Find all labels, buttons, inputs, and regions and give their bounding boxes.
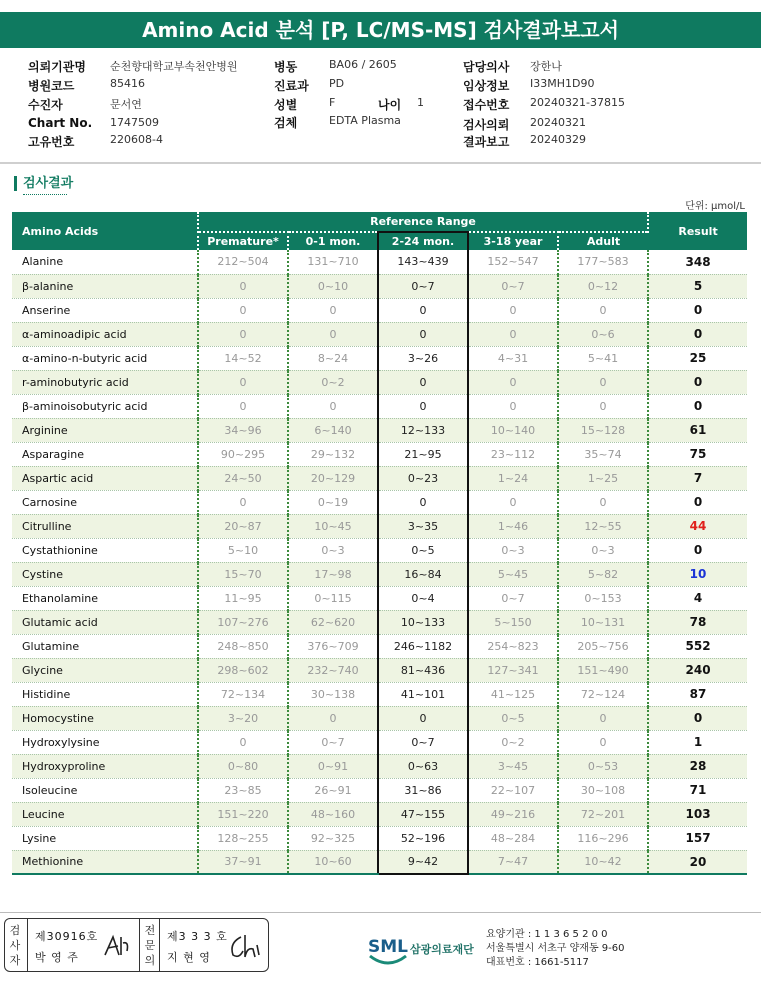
footer-divider bbox=[0, 912, 761, 913]
range-cell: 5~41 bbox=[558, 346, 648, 370]
sex-value: F bbox=[329, 96, 336, 109]
amino-acid-name: Hydroxylysine bbox=[12, 730, 198, 754]
range-cell: 26~91 bbox=[288, 778, 378, 802]
range-cell: 20~87 bbox=[198, 514, 288, 538]
result-cell: 75 bbox=[648, 442, 747, 466]
range-cell: 0~3 bbox=[558, 538, 648, 562]
range-cell: 10~133 bbox=[378, 610, 468, 634]
clinical-value: I33MH1D90 bbox=[530, 77, 595, 90]
result-cell: 28 bbox=[648, 754, 747, 778]
range-cell: 30~138 bbox=[288, 682, 378, 706]
chart-label: Chart No. bbox=[28, 116, 93, 130]
ward-label: 병동 bbox=[274, 60, 298, 74]
range-cell: 0~153 bbox=[558, 586, 648, 610]
range-cell: 10~131 bbox=[558, 610, 648, 634]
table-row bbox=[12, 826, 747, 850]
range-cell: 0 bbox=[558, 730, 648, 754]
amino-acid-name: r-aminobutyric acid bbox=[12, 370, 198, 394]
range-cell: 14~52 bbox=[198, 346, 288, 370]
subcol-3-18-year: 3-18 year bbox=[468, 232, 558, 250]
range-cell: 6~140 bbox=[288, 418, 378, 442]
range-cell: 20~129 bbox=[288, 466, 378, 490]
table-row bbox=[12, 274, 747, 298]
amino-acid-name: Arginine bbox=[12, 418, 198, 442]
range-cell: 246~1182 bbox=[378, 634, 468, 658]
table-row bbox=[12, 562, 747, 586]
result-cell: 44 bbox=[648, 514, 747, 538]
amino-acid-name: Cystine bbox=[12, 562, 198, 586]
signature-box bbox=[4, 918, 269, 972]
table-row bbox=[12, 418, 747, 442]
range-cell: 52~196 bbox=[378, 826, 468, 850]
examiner-name: 박 영 주 bbox=[35, 951, 79, 964]
amino-acid-name: Alanine bbox=[12, 250, 198, 274]
range-cell: 49~216 bbox=[468, 802, 558, 826]
range-cell: 0~80 bbox=[198, 754, 288, 778]
result-cell: 0 bbox=[648, 394, 747, 418]
amino-acid-name: β-alanine bbox=[12, 274, 198, 298]
request-label: 검사의뢰 bbox=[463, 118, 510, 132]
range-cell: 10~140 bbox=[468, 418, 558, 442]
range-cell: 3~20 bbox=[198, 706, 288, 730]
range-cell: 0~6 bbox=[558, 322, 648, 346]
range-cell: 376~709 bbox=[288, 634, 378, 658]
range-cell: 205~756 bbox=[558, 634, 648, 658]
range-cell: 72~201 bbox=[558, 802, 648, 826]
org-name: 삼광의료재단 bbox=[410, 943, 474, 956]
table-row bbox=[12, 682, 747, 706]
section-title: 검사결과 bbox=[14, 176, 73, 191]
range-cell: 248~850 bbox=[198, 634, 288, 658]
range-cell: 35~74 bbox=[558, 442, 648, 466]
table-row bbox=[12, 490, 747, 514]
result-cell: 0 bbox=[648, 706, 747, 730]
doctor-label: 담당의사 bbox=[463, 60, 510, 74]
range-cell: 0 bbox=[198, 322, 288, 346]
range-cell: 11~95 bbox=[198, 586, 288, 610]
range-cell: 0 bbox=[378, 298, 468, 322]
examiner-no: 제30916호 bbox=[35, 930, 99, 943]
org-line-3: 대표번호 : 1661-5117 bbox=[486, 957, 589, 968]
code-value: 85416 bbox=[110, 77, 145, 90]
range-cell: 0 bbox=[468, 298, 558, 322]
table-row bbox=[12, 706, 747, 730]
range-cell: 0 bbox=[378, 706, 468, 730]
range-cell: 0~23 bbox=[378, 466, 468, 490]
range-cell: 0~2 bbox=[288, 370, 378, 394]
range-cell: 0 bbox=[288, 706, 378, 730]
range-cell: 0 bbox=[558, 394, 648, 418]
range-cell: 41~101 bbox=[378, 682, 468, 706]
result-cell: 61 bbox=[648, 418, 747, 442]
range-cell: 5~150 bbox=[468, 610, 558, 634]
table-row bbox=[12, 466, 747, 490]
report-value: 20240329 bbox=[530, 133, 586, 146]
range-cell: 127~341 bbox=[468, 658, 558, 682]
range-cell: 0 bbox=[198, 274, 288, 298]
range-cell: 0 bbox=[198, 370, 288, 394]
amino-acid-name: Methionine bbox=[12, 850, 198, 874]
range-cell: 30~108 bbox=[558, 778, 648, 802]
subcol-2-24-mon: 2-24 mon. bbox=[378, 232, 468, 250]
amino-acid-name: Homocystine bbox=[12, 706, 198, 730]
specialist-no: 제3 3 3 호 bbox=[167, 930, 228, 943]
range-cell: 0 bbox=[288, 394, 378, 418]
examiner-signature bbox=[101, 933, 135, 959]
range-cell: 92~325 bbox=[288, 826, 378, 850]
range-cell: 5~45 bbox=[468, 562, 558, 586]
range-cell: 152~547 bbox=[468, 250, 558, 274]
table-row bbox=[12, 298, 747, 322]
range-cell: 232~740 bbox=[288, 658, 378, 682]
result-cell: 5 bbox=[648, 274, 747, 298]
age-value: 1 bbox=[417, 96, 424, 109]
range-cell: 0 bbox=[558, 490, 648, 514]
amino-acid-name: α-amino-n-butyric acid bbox=[12, 346, 198, 370]
range-cell: 9~42 bbox=[378, 850, 468, 874]
amino-acid-name: Glutamic acid bbox=[12, 610, 198, 634]
range-cell: 8~24 bbox=[288, 346, 378, 370]
patient-value: 문서연 bbox=[110, 98, 142, 111]
range-cell: 10~60 bbox=[288, 850, 378, 874]
result-cell: 0 bbox=[648, 538, 747, 562]
range-cell: 0~3 bbox=[468, 538, 558, 562]
amino-acid-name: Cystathionine bbox=[12, 538, 198, 562]
receipt-label: 접수번호 bbox=[463, 98, 510, 112]
range-cell: 0 bbox=[468, 490, 558, 514]
examiner-label: 검사자 bbox=[9, 924, 21, 967]
table-row bbox=[12, 250, 747, 274]
logo-text-sml: SML bbox=[368, 937, 408, 957]
table-row bbox=[12, 322, 747, 346]
range-cell: 0~7 bbox=[378, 274, 468, 298]
range-cell: 0 bbox=[198, 394, 288, 418]
range-cell: 0 bbox=[378, 490, 468, 514]
result-cell: 157 bbox=[648, 826, 747, 850]
range-cell: 0 bbox=[558, 298, 648, 322]
amino-acid-name: Citrulline bbox=[12, 514, 198, 538]
result-cell: 25 bbox=[648, 346, 747, 370]
range-cell: 0~53 bbox=[558, 754, 648, 778]
result-cell: 0 bbox=[648, 322, 747, 346]
range-cell: 15~128 bbox=[558, 418, 648, 442]
range-cell: 3~35 bbox=[378, 514, 468, 538]
range-cell: 143~439 bbox=[378, 250, 468, 274]
result-cell: 10 bbox=[648, 562, 747, 586]
patient-info bbox=[0, 56, 761, 156]
range-cell: 254~823 bbox=[468, 634, 558, 658]
hospital-label: 의뢰기관명 bbox=[28, 60, 86, 74]
clinical-label: 임상정보 bbox=[463, 79, 510, 93]
table-row bbox=[12, 778, 747, 802]
result-cell: 20 bbox=[648, 850, 747, 874]
hospital-value: 순천향대학교부속천안병원 bbox=[110, 60, 238, 73]
amino-acid-name: Aspartic acid bbox=[12, 466, 198, 490]
amino-acid-name: Glutamine bbox=[12, 634, 198, 658]
id-value: 220608-4 bbox=[110, 133, 163, 146]
subcol-premature: Premature* bbox=[198, 232, 288, 250]
range-cell: 212~504 bbox=[198, 250, 288, 274]
range-cell: 5~82 bbox=[558, 562, 648, 586]
range-cell: 0~7 bbox=[468, 274, 558, 298]
result-cell: 4 bbox=[648, 586, 747, 610]
range-cell: 90~295 bbox=[198, 442, 288, 466]
result-cell: 103 bbox=[648, 802, 747, 826]
amino-acid-name: Asparagine bbox=[12, 442, 198, 466]
sex-label: 성별 bbox=[274, 98, 298, 112]
range-cell: 0 bbox=[288, 298, 378, 322]
range-cell: 21~95 bbox=[378, 442, 468, 466]
amino-acid-name: β-aminoisobutyric acid bbox=[12, 394, 198, 418]
range-cell: 0 bbox=[288, 322, 378, 346]
result-cell: 71 bbox=[648, 778, 747, 802]
chart-value: 1747509 bbox=[110, 116, 159, 129]
table-row bbox=[12, 802, 747, 826]
patient-label: 수진자 bbox=[28, 98, 63, 112]
amino-acid-name: Ethanolamine bbox=[12, 586, 198, 610]
amino-acid-name: Lysine bbox=[12, 826, 198, 850]
range-cell: 17~98 bbox=[288, 562, 378, 586]
range-cell: 0 bbox=[468, 370, 558, 394]
range-cell: 0~4 bbox=[378, 586, 468, 610]
range-cell: 62~620 bbox=[288, 610, 378, 634]
range-cell: 128~255 bbox=[198, 826, 288, 850]
header-divider bbox=[0, 162, 761, 164]
table-row bbox=[12, 754, 747, 778]
table-row bbox=[12, 514, 747, 538]
range-cell: 22~107 bbox=[468, 778, 558, 802]
range-cell: 151~220 bbox=[198, 802, 288, 826]
result-cell: 348 bbox=[648, 250, 747, 274]
report-label: 결과보고 bbox=[463, 135, 510, 149]
receipt-value: 20240321-37815 bbox=[530, 96, 625, 109]
range-cell: 0 bbox=[558, 370, 648, 394]
range-cell: 0 bbox=[198, 298, 288, 322]
specialist-label: 전문의 bbox=[144, 924, 156, 967]
result-cell: 7 bbox=[648, 466, 747, 490]
amino-acid-name: Carnosine bbox=[12, 490, 198, 514]
range-cell: 0~63 bbox=[378, 754, 468, 778]
range-cell: 3~45 bbox=[468, 754, 558, 778]
range-cell: 16~84 bbox=[378, 562, 468, 586]
range-cell: 0~3 bbox=[288, 538, 378, 562]
range-cell: 47~155 bbox=[378, 802, 468, 826]
result-cell: 87 bbox=[648, 682, 747, 706]
range-cell: 81~436 bbox=[378, 658, 468, 682]
range-cell: 0 bbox=[198, 730, 288, 754]
range-cell: 34~96 bbox=[198, 418, 288, 442]
range-cell: 24~50 bbox=[198, 466, 288, 490]
range-cell: 0 bbox=[198, 490, 288, 514]
table-row bbox=[12, 394, 747, 418]
range-cell: 0~7 bbox=[378, 730, 468, 754]
col-result: Result bbox=[648, 212, 747, 250]
range-cell: 0~5 bbox=[378, 538, 468, 562]
range-cell: 23~85 bbox=[198, 778, 288, 802]
range-cell: 0 bbox=[468, 322, 558, 346]
amino-acid-name: Leucine bbox=[12, 802, 198, 826]
range-cell: 177~583 bbox=[558, 250, 648, 274]
org-line-2: 서울특별시 서초구 양재동 9-60 bbox=[486, 943, 625, 954]
id-label: 고유번호 bbox=[28, 135, 75, 149]
range-cell: 12~133 bbox=[378, 418, 468, 442]
range-cell: 0~7 bbox=[468, 586, 558, 610]
result-cell: 1 bbox=[648, 730, 747, 754]
code-label: 병원코드 bbox=[28, 79, 75, 93]
range-cell: 0~115 bbox=[288, 586, 378, 610]
range-cell: 0~7 bbox=[288, 730, 378, 754]
range-cell: 0 bbox=[378, 370, 468, 394]
report-title: Amino Acid 분석 [P, LC/MS-MS] 검사결과보고서 bbox=[0, 12, 761, 48]
amino-acid-name: Anserine bbox=[12, 298, 198, 322]
range-cell: 23~112 bbox=[468, 442, 558, 466]
range-cell: 48~160 bbox=[288, 802, 378, 826]
unit-label: 단위: μmol/L bbox=[685, 201, 745, 212]
range-cell: 10~45 bbox=[288, 514, 378, 538]
result-cell: 0 bbox=[648, 298, 747, 322]
specialist-signature bbox=[227, 931, 263, 961]
specimen-value: EDTA Plasma bbox=[329, 114, 401, 127]
range-cell: 0~2 bbox=[468, 730, 558, 754]
subcol-0-1-mon: 0-1 mon. bbox=[288, 232, 378, 250]
range-cell: 12~55 bbox=[558, 514, 648, 538]
table-row bbox=[12, 370, 747, 394]
range-cell: 29~132 bbox=[288, 442, 378, 466]
range-cell: 116~296 bbox=[558, 826, 648, 850]
range-cell: 107~276 bbox=[198, 610, 288, 634]
col-reference-range: Reference Range bbox=[198, 212, 648, 232]
range-cell: 3~26 bbox=[378, 346, 468, 370]
amino-acid-name: Glycine bbox=[12, 658, 198, 682]
range-cell: 0 bbox=[558, 706, 648, 730]
subcol-adult: Adult bbox=[558, 232, 648, 250]
range-cell: 5~10 bbox=[198, 538, 288, 562]
result-cell: 240 bbox=[648, 658, 747, 682]
table-row bbox=[12, 730, 747, 754]
range-cell: 0~19 bbox=[288, 490, 378, 514]
range-cell: 0~5 bbox=[468, 706, 558, 730]
range-cell: 7~47 bbox=[468, 850, 558, 874]
org-address bbox=[486, 928, 625, 970]
dept-label: 진료과 bbox=[274, 79, 309, 93]
table-row bbox=[12, 610, 747, 634]
range-cell: 0 bbox=[468, 394, 558, 418]
table-row bbox=[12, 538, 747, 562]
specimen-label: 검체 bbox=[274, 116, 298, 130]
result-cell: 552 bbox=[648, 634, 747, 658]
table-row bbox=[12, 346, 747, 370]
range-cell: 37~91 bbox=[198, 850, 288, 874]
range-cell: 0 bbox=[378, 394, 468, 418]
ward-value: BA06 / 2605 bbox=[329, 58, 397, 71]
col-amino-acids: Amino Acids bbox=[12, 212, 198, 250]
amino-acid-name: Histidine bbox=[12, 682, 198, 706]
range-cell: 151~490 bbox=[558, 658, 648, 682]
range-cell: 1~25 bbox=[558, 466, 648, 490]
amino-acid-name: Hydroxyproline bbox=[12, 754, 198, 778]
doctor-value: 장한나 bbox=[530, 60, 562, 73]
specialist-name: 지 현 영 bbox=[167, 951, 211, 964]
results-table bbox=[12, 212, 747, 875]
request-value: 20240321 bbox=[530, 116, 586, 129]
range-cell: 0~12 bbox=[558, 274, 648, 298]
dept-value: PD bbox=[329, 77, 345, 90]
range-cell: 0~10 bbox=[288, 274, 378, 298]
range-cell: 41~125 bbox=[468, 682, 558, 706]
table-row bbox=[12, 850, 747, 874]
result-cell: 0 bbox=[648, 370, 747, 394]
table-row bbox=[12, 586, 747, 610]
range-cell: 15~70 bbox=[198, 562, 288, 586]
range-cell: 72~124 bbox=[558, 682, 648, 706]
range-cell: 31~86 bbox=[378, 778, 468, 802]
amino-acid-name: α-aminoadipic acid bbox=[12, 322, 198, 346]
table-row bbox=[12, 634, 747, 658]
table-row bbox=[12, 442, 747, 466]
org-line-1: 요양기관 : 1 1 3 6 5 2 0 0 bbox=[486, 929, 608, 940]
range-cell: 1~46 bbox=[468, 514, 558, 538]
range-cell: 4~31 bbox=[468, 346, 558, 370]
range-cell: 48~284 bbox=[468, 826, 558, 850]
range-cell: 131~710 bbox=[288, 250, 378, 274]
result-cell: 0 bbox=[648, 490, 747, 514]
range-cell: 0 bbox=[378, 322, 468, 346]
age-label: 나이 bbox=[378, 98, 402, 112]
range-cell: 298~602 bbox=[198, 658, 288, 682]
range-cell: 1~24 bbox=[468, 466, 558, 490]
result-cell: 78 bbox=[648, 610, 747, 634]
range-cell: 72~134 bbox=[198, 682, 288, 706]
table-row bbox=[12, 658, 747, 682]
amino-acid-name: Isoleucine bbox=[12, 778, 198, 802]
range-cell: 10~42 bbox=[558, 850, 648, 874]
range-cell: 0~91 bbox=[288, 754, 378, 778]
